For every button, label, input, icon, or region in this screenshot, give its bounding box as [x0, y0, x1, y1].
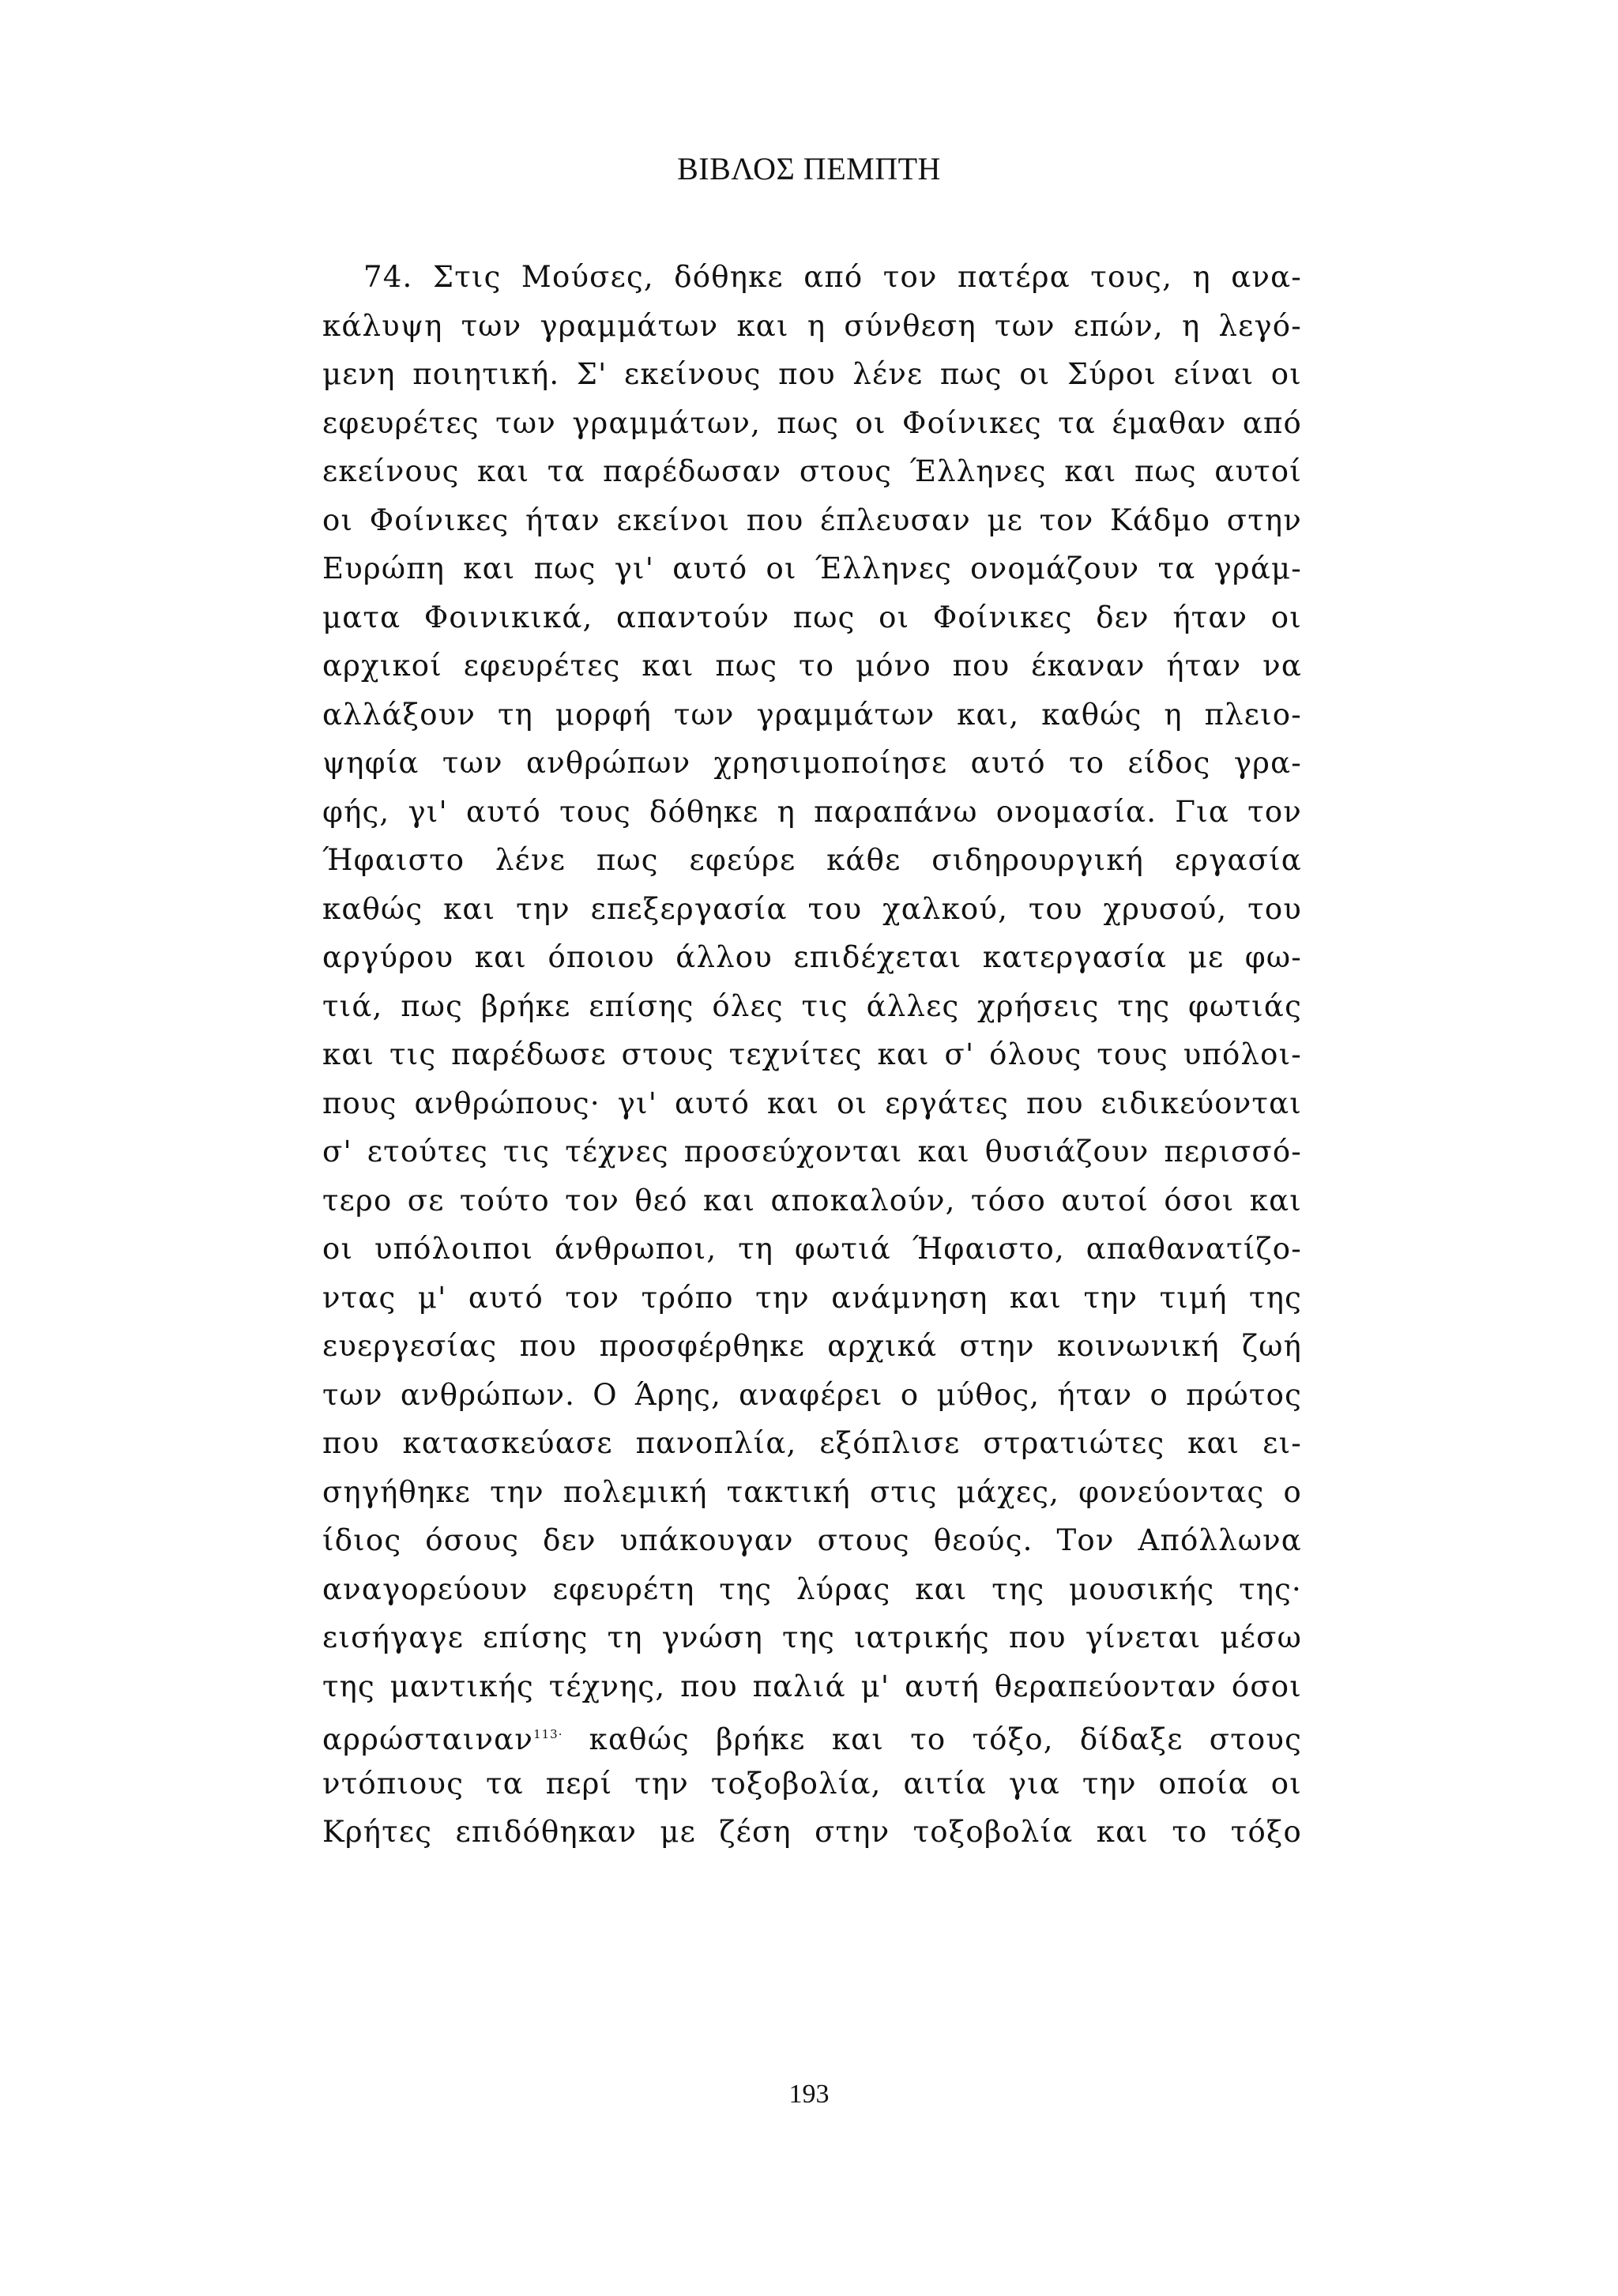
text-line: 74. Στις Μούσες, δόθηκε από τον πατέρα τους, η ανα- [363, 260, 1302, 294]
text-line: των ανθρώπων. Ο Άρης, αναφέρει ο μύθος, ήταν ο πρώτος [322, 1377, 1302, 1412]
text-line: και τις παρέδωσε στους τεχνίτες και σ' όλους τους υπόλοι- [322, 1037, 1302, 1071]
text-line: οι υπόλοιποι άνθρωποι, τη φωτιά Ήφαιστο, απαθανατίζο- [322, 1232, 1302, 1266]
page-number: 193 [788, 2080, 830, 2109]
text-line: ψηφία των ανθρώπων χρησιμοποίησε αυτό το είδος γρα- [322, 746, 1302, 780]
text-line: ντόπιους τα περί την τοξοβολία, αιτία για την οποία οι [322, 1766, 1302, 1801]
text-line: ματα Φοινικικά, απαντούν πως οι Φοίνικες δεν ήταν οι [322, 600, 1302, 634]
text-line: φής, γι' αυτό τους δόθηκε η παραπάνω ονομασία. Για τον [322, 794, 1302, 829]
body-text [322, 253, 1302, 1857]
text-line: Ευρώπη και πως γι' αυτό οι Έλληνες ονομάζουν τα γράμ- [322, 551, 1302, 585]
text-line: σηγήθηκε την πολεμική τακτική στις μάχες, φονεύοντας ο [322, 1474, 1302, 1509]
text-line: πους ανθρώπους· γι' αυτό και οι εργάτες που ειδικεύονται [322, 1086, 1302, 1120]
text-line: που κατασκεύασε πανοπλία, εξόπλισε στρατιώτες και ει- [322, 1426, 1302, 1460]
text-line: ευεργεσίας που προσφέρθηκε αρχικά στην κοινωνική ζωή [322, 1329, 1302, 1363]
text-line: μενη ποιητική. Σ' εκείνους που λένε πως οι Σύροι είναι οι [322, 357, 1302, 391]
text-line: εισήγαγε επίσης τη γνώση της ιατρικής που γίνεται μέσω [322, 1620, 1302, 1654]
text-line: εφευρέτες των γραμμάτων, πως οι Φοίνικες τα έμαθαν από [322, 405, 1302, 440]
text-line: ίδιος όσους δεν υπάκουγαν στους θεούς. Τον Απόλλωνα [322, 1523, 1302, 1557]
text-segment: αρρώσταιναν [322, 1722, 534, 1756]
text-line: κάλυψη των γραμμάτων και η σύνθεση των επών, η λεγό- [322, 308, 1302, 343]
text-line: αλλάξουν τη μορφή των γραμμάτων και, καθώς η πλειο- [322, 697, 1302, 732]
text-line: αρχικοί εφευρέτες και πως το μόνο που έκαναν ήταν να [322, 649, 1302, 683]
text-line: της μαντικής τέχνης, που παλιά μ' αυτή θεραπεύονταν όσοι [322, 1669, 1302, 1703]
text-line: ντας μ' αυτό τον τρόπο την ανάμνηση και την τιμή της [322, 1280, 1302, 1315]
text-line: οι Φοίνικες ήταν εκείνοι που έπλευσαν με τον Κάδμο στην [322, 502, 1302, 537]
text-line: Κρήτες επιδόθηκαν με ζέση στην τοξοβολία και το τόξο [322, 1815, 1302, 1849]
text-line-with-footnote [322, 1711, 1302, 1760]
text-line: Ήφαιστο λένε πως εφεύρε κάθε σιδηρουργική εργασία [322, 843, 1302, 877]
text-line: τιά, πως βρήκε επίσης όλες τις άλλες χρήσεις της φωτιάς [322, 988, 1302, 1023]
text-line: καθώς και την επεξεργασία του χαλκού, του χρυσού, του [322, 891, 1302, 926]
text-segment: καθώς βρήκε και το τόξο, δίδαξε στους [563, 1722, 1302, 1756]
text-line: εκείνους και τα παρέδωσαν στους Έλληνες και πως αυτοί [322, 454, 1302, 488]
text-line: αργύρου και όποιου άλλου επιδέχεται κατεργασία με φω- [322, 940, 1302, 974]
footnote-reference[interactable]: 113· [533, 1727, 563, 1741]
text-line: αναγορεύουν εφευρέτη της λύρας και της μουσικής της· [322, 1571, 1302, 1606]
text-line: τερο σε τούτο τον θεό και αποκαλούν, τόσο αυτοί όσοι και [322, 1183, 1302, 1218]
running-title: ΒΙΒΛΟΣ ΠΕΜΠΤΗ [677, 151, 941, 186]
text-line: σ' ετούτες τις τέχνες προσεύχονται και θυσιάζουν περισσό- [322, 1135, 1302, 1169]
